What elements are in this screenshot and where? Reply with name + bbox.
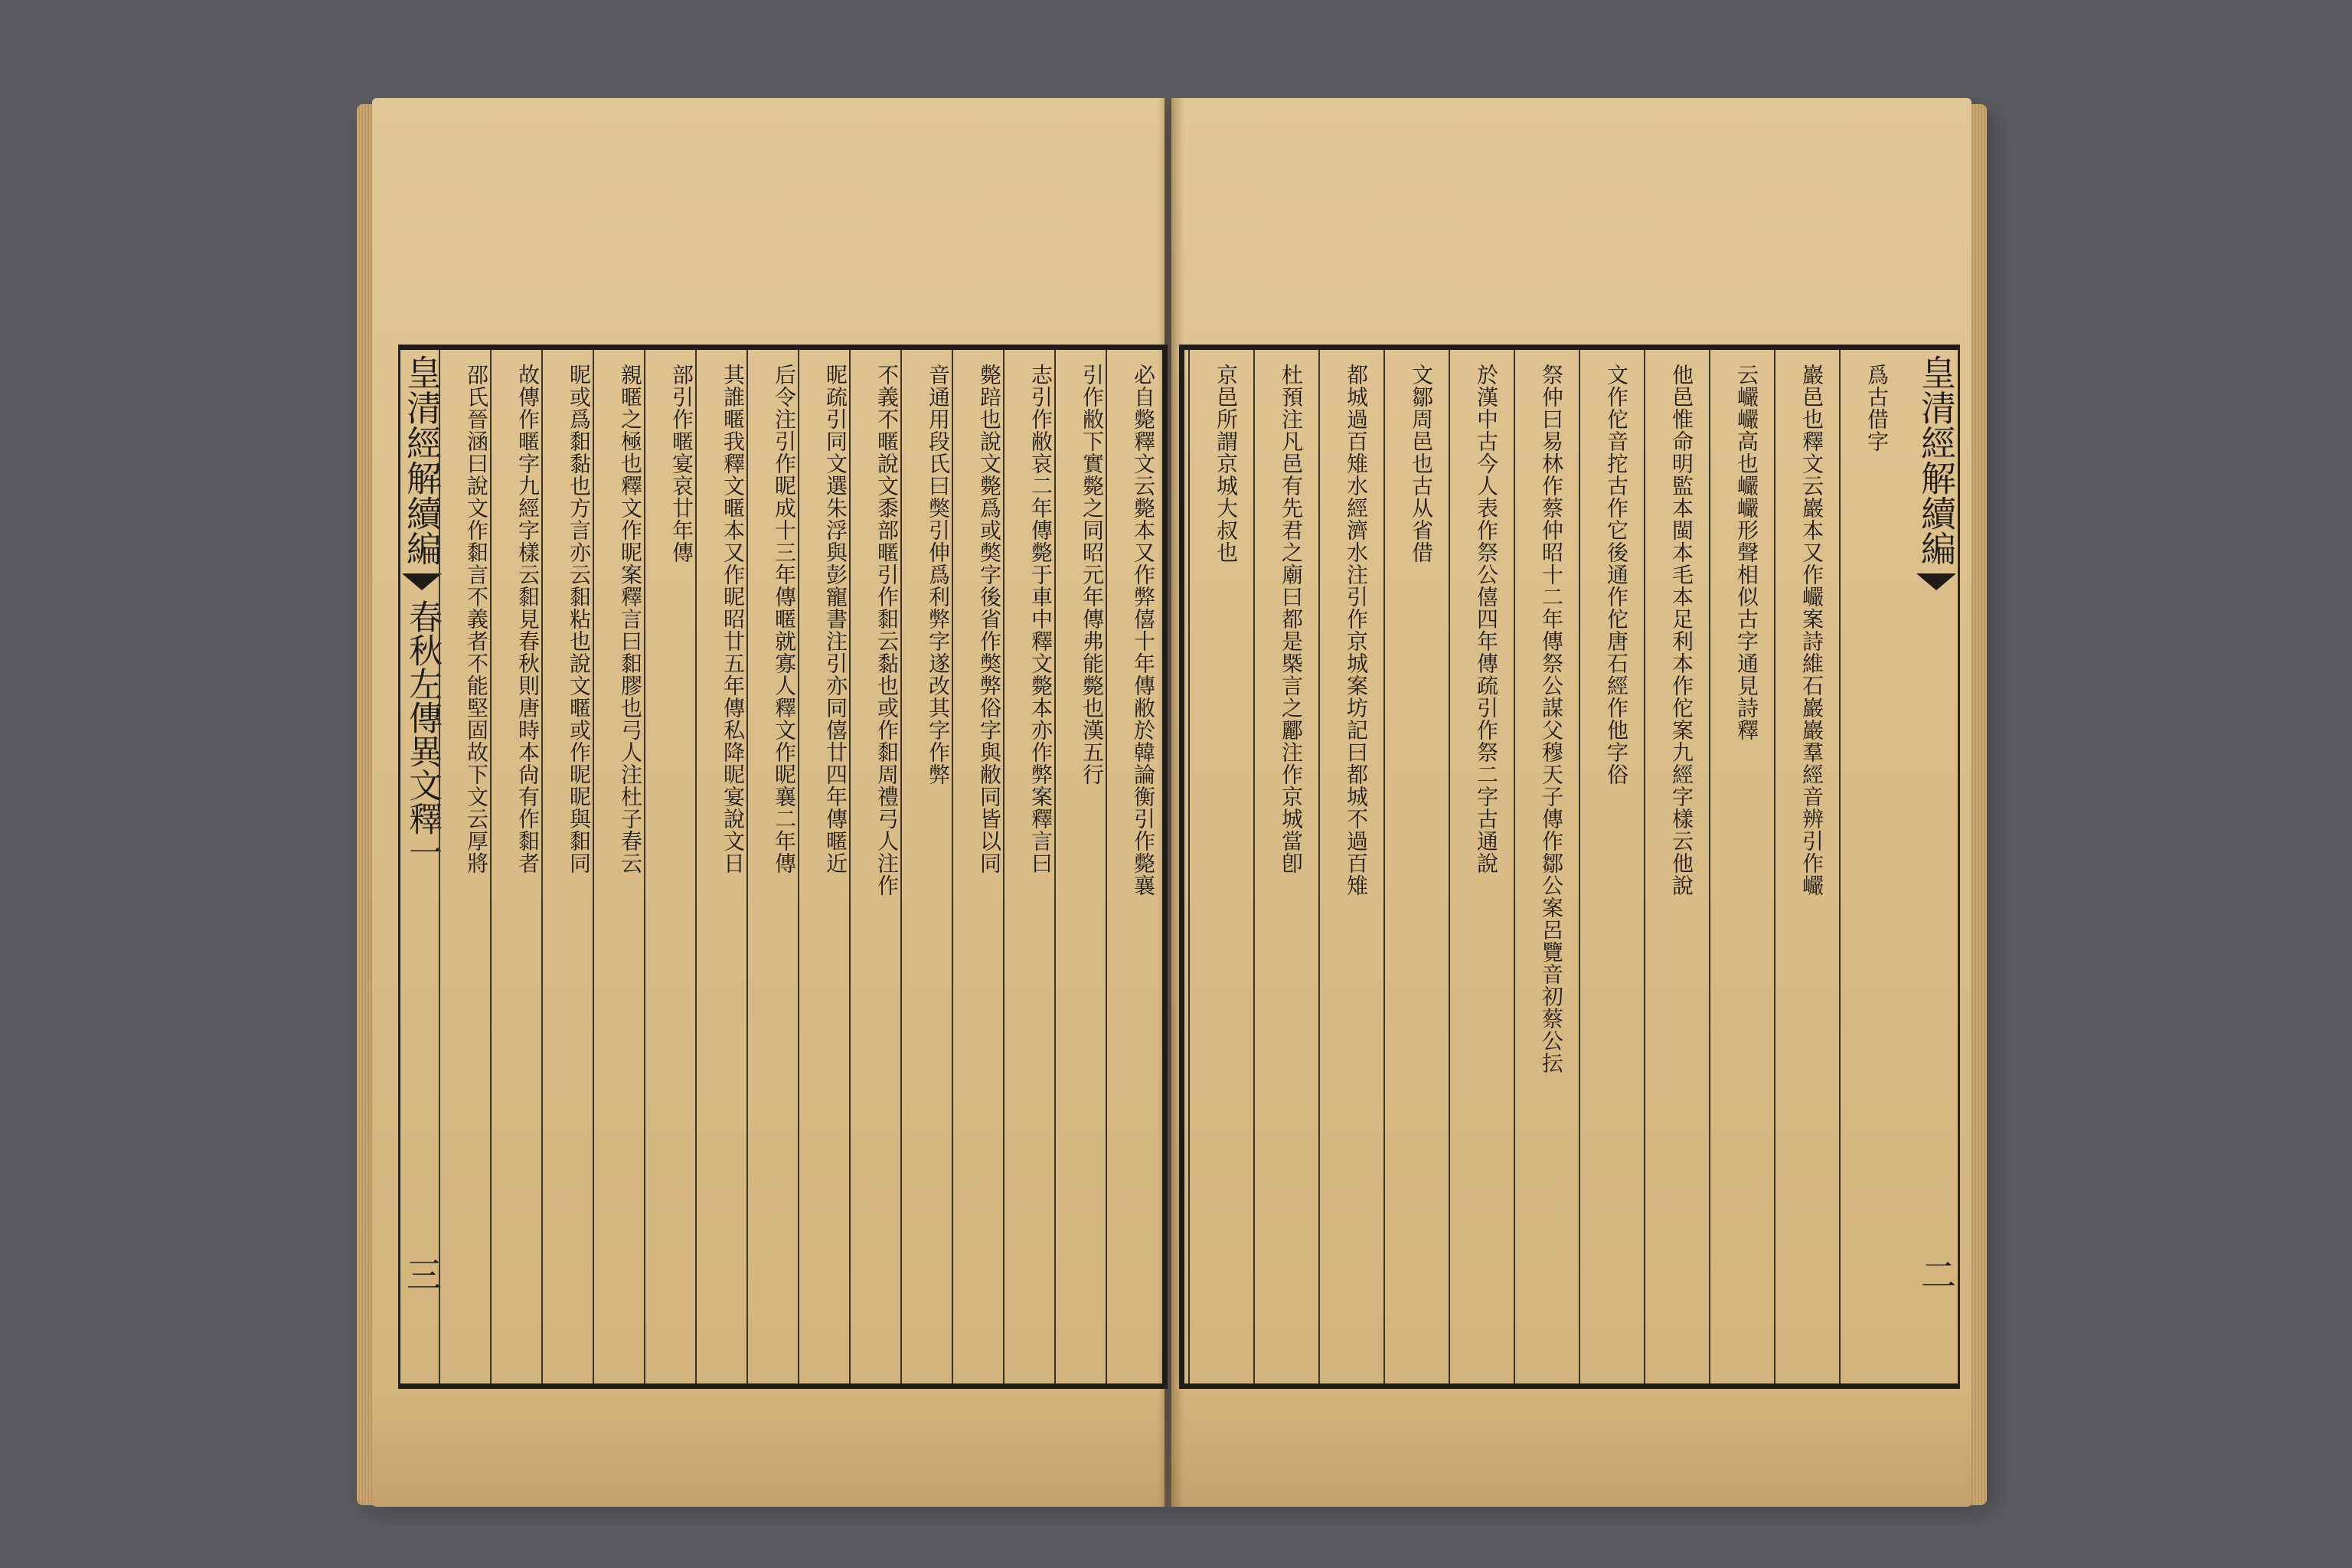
right-page-column <box>1579 350 1652 1383</box>
left-page-column-text: 邵氏晉涵曰說文作䵒言不義者不能堅固故下文云厚將 <box>464 364 489 874</box>
left-banxin-section: 春秋左傳異文釋一 <box>403 599 443 869</box>
right-page-column-text: 京邑所謂京城大叔也 <box>1214 364 1239 564</box>
right-page-column-text: 他邑惟命明監本閩本毛本足利本作佗案九經字樣云他說 <box>1669 364 1694 897</box>
right-page-column-text: 都城過百雉水經濟水注引作京城案坊記曰都城不過百雉 <box>1344 364 1369 897</box>
left-page-stack <box>357 104 374 1505</box>
right-page-stack <box>1970 104 1987 1505</box>
right-page-column-text: 爲古借字 <box>1864 364 1890 452</box>
right-page-column <box>1253 350 1327 1383</box>
right-banxin <box>1915 350 1958 1383</box>
right-banxin-title: 皇清經解續編 <box>1916 354 1957 566</box>
left-page-column-text: 必自斃釋文云斃本又作弊僖十年傳敝於韓論衡引作斃襄 <box>1131 364 1156 897</box>
right-page-column <box>1644 350 1717 1383</box>
right-page-column <box>1449 350 1522 1383</box>
left-page-column-text: 昵疏引同文選朱浮與彭寵書注引亦同僖廿四年傳暱近 <box>823 364 848 874</box>
fishtail-mark <box>402 573 442 590</box>
left-banxin <box>400 350 443 1383</box>
right-text-frame <box>1179 345 1960 1389</box>
left-page-column-text: 其誰暱我釋文暱本又作昵昭廿五年傳私降昵宴說文日 <box>720 364 746 874</box>
left-page-column-text: 后令注引作昵成十三年傳暱就寡人釋文作昵襄二年傳 <box>772 364 797 874</box>
left-page-column-text: 引作敝下實斃之同昭元年傳弗能斃也漢五行 <box>1080 364 1105 786</box>
left-page-column <box>439 350 512 1383</box>
right-page-column <box>1514 350 1587 1383</box>
right-page-column-text: 於漢中古今人表作祭公僖四年傳疏引作祭二字古通說 <box>1474 364 1499 874</box>
left-text-frame <box>398 345 1168 1389</box>
left-page-column-text: 音通用段氏曰獘引伸爲利弊字遂改其字作弊 <box>926 364 951 786</box>
fishtail-mark <box>1916 573 1956 590</box>
left-page-column-text: 不義不暱說文黍部暱引作䵒云黏也或作䵒周禮弓人注作 <box>874 364 900 897</box>
left-page-column-text: 親暱之極也釋文作昵案釋言曰䵒膠也弓人注杜子春云 <box>618 364 643 874</box>
right-page-column-text: 文鄒周邑也古从省借 <box>1409 364 1434 564</box>
right-page-column <box>1774 350 1847 1383</box>
left-page-column-text: 故傳作暱字九經字樣云䵒見春秋則唐時本尙有作䵒者 <box>515 364 541 874</box>
book-bottom-edge <box>372 1392 1972 1507</box>
right-page-column <box>1383 350 1457 1383</box>
left-page-column-text: 部引作暱宴哀廿年傳 <box>669 364 694 564</box>
left-banxin-title: 皇清經解續編 <box>401 354 443 566</box>
right-page-column-text: 祭仲曰易林作蔡仲昭十二年傳祭公謀父穆天子傳作鄒公案呂覽音初蔡公抎 <box>1539 364 1564 1074</box>
left-page-column-text: 志引作敝哀二年傳斃于車中釋文斃本亦作弊案釋言曰 <box>1028 364 1054 874</box>
right-page-column-text: 巖邑也釋文云巖本又作巗案詩維石巖巖羣經音辨引作巗 <box>1799 364 1824 897</box>
right-page-column <box>1318 350 1392 1383</box>
right-page-number: 二 <box>1916 1256 1957 1292</box>
left-page-number: 三 <box>401 1256 443 1292</box>
right-page-column-text: 云巗巗高也巗巗形聲相似古字通見詩釋 <box>1734 364 1759 741</box>
left-page-column-text: 斃踣也說文斃爲或獘字後省作獘弊俗字與敝同皆以同 <box>977 364 1002 874</box>
right-page-column <box>1188 350 1262 1383</box>
right-page-column-text: 杜預注凡邑有先君之廟曰都是槩言之酈注作京城當卽 <box>1279 364 1304 874</box>
right-page-column-text: 文作佗音拕古作它後通作佗唐石經作他字俗 <box>1604 364 1629 786</box>
right-page-column <box>1839 350 1913 1383</box>
left-page-column-text: 昵或爲䵒黏也方言亦云䵒粘也說文暱或作昵昵與䵒同 <box>567 364 592 874</box>
right-page-column <box>1709 350 1782 1383</box>
